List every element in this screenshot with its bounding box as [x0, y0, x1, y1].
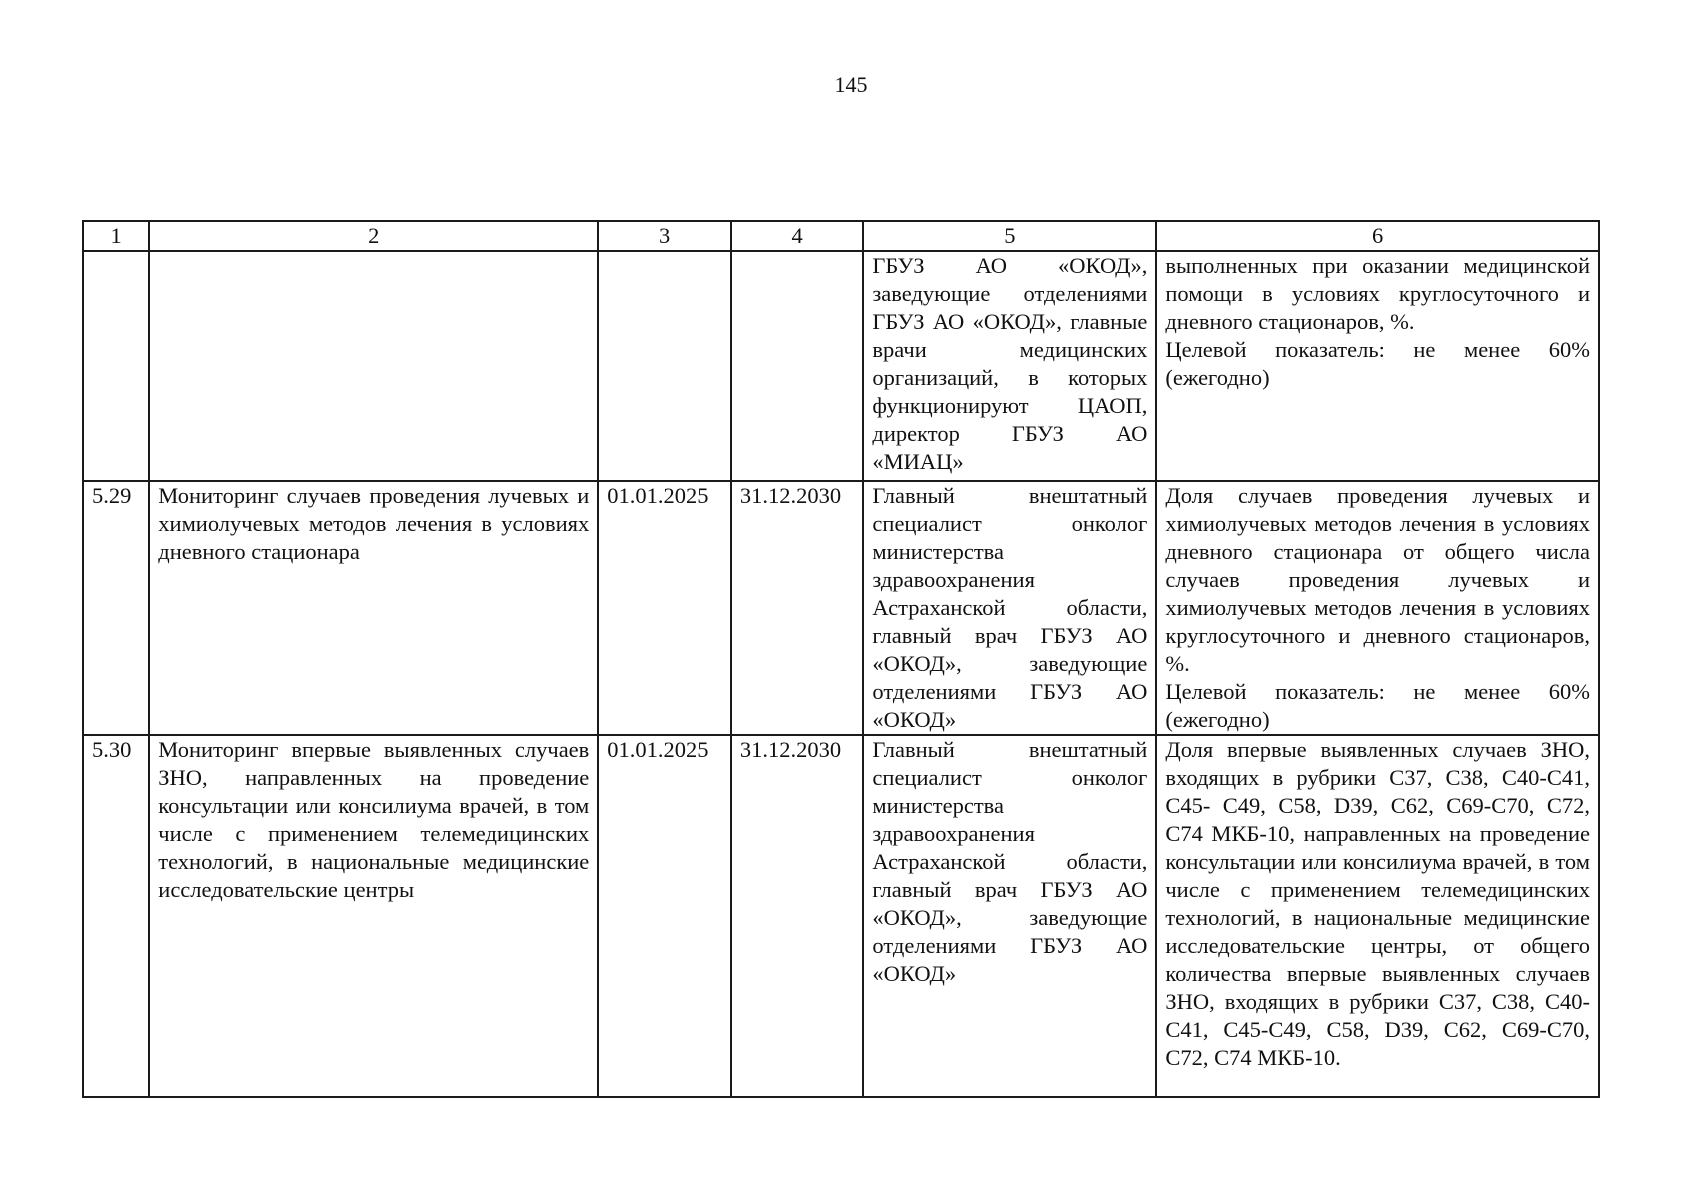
indicator-text: Доля случаев проведения лучевых и химиолучевых методов лечения в условиях дневного стационара от общего числа случаев проведения лучевых и химиолучевых методов лечения в условиях круглосуточного и дневного стационаров, %. [1165, 483, 1590, 676]
column-header: 4 [731, 221, 864, 251]
end-date-cell: 31.12.2030 [731, 481, 864, 735]
table-header-row [83, 221, 1599, 251]
column-header: 5 [863, 221, 1156, 251]
event-cell: Мониторинг впервые выявленных случаев ЗНО, направленных на проведение консультации или консилиума врачей, в том числе с применением телемедицинских технологий, в национальные медицинские исследовательские центры [149, 735, 598, 1097]
measures-table [82, 220, 1600, 1098]
page-number: 145 [834, 72, 868, 97]
target-text: Целевой показатель: не менее 60% (ежегодно) [1165, 679, 1590, 732]
responsible-cell: ГБУЗ АО «ОКОД», заведующие отделениями ГБУЗ АО «ОКОД», главные врачи медицинских организаций, в которых функционируют ЦАОП, директор ГБУЗ АО «МИАЦ» [863, 251, 1156, 481]
start-date-cell [598, 251, 731, 481]
column-header: 6 [1156, 221, 1599, 251]
target-text: Целевой показатель: не менее 60% (ежегодно) [1165, 337, 1590, 390]
start-date-cell: 01.01.2025 [598, 735, 731, 1097]
indicator-cell [1156, 735, 1599, 1097]
responsible-cell: Главный внештатный специалист онколог министерства здравоохранения Астраханской области, главный врач ГБУЗ АО «ОКОД», заведующие отделениями ГБУЗ АО «ОКОД» [863, 735, 1156, 1097]
indicator-cell [1156, 251, 1599, 481]
indicator-text: выполненных при оказании медицинской помощи в условиях круглосуточного и дневного стационаров, %. [1165, 253, 1590, 334]
indicator-cell [1156, 481, 1599, 735]
end-date-cell: 31.12.2030 [731, 735, 864, 1097]
table-row [83, 251, 1599, 481]
start-date-cell: 01.01.2025 [598, 481, 731, 735]
event-cell [149, 251, 598, 481]
row-number-cell [83, 251, 149, 481]
table-row [83, 481, 1599, 735]
column-header: 2 [149, 221, 598, 251]
responsible-cell: Главный внештатный специалист онколог министерства здравоохранения Астраханской области, главный врач ГБУЗ АО «ОКОД», заведующие отделениями ГБУЗ АО «ОКОД» [863, 481, 1156, 735]
end-date-cell [731, 251, 864, 481]
column-header: 1 [83, 221, 149, 251]
column-header: 3 [598, 221, 731, 251]
table-row [83, 735, 1599, 1097]
row-number-cell: 5.29 [83, 481, 149, 735]
row-number-cell: 5.30 [83, 735, 149, 1097]
event-cell: Мониторинг случаев проведения лучевых и химиолучевых методов лечения в условиях дневного стационара [149, 481, 598, 735]
indicator-text: Доля впервые выявленных случаев ЗНО, входящих в рубрики C37, C38, C40-C41, C45- C49, C58, D39, C62, C69-C70, C72, C74 МКБ-10, направленных на проведение консультации или консилиума врачей, в том числе с применением телемедицинских технологий, в национальные медицинские исследовательские центры, от общего количества впервые выявленных случаев ЗНО, входящих в рубрики C37, C38, C40-C41, C45-C49, C58, D39, C62, C69-C70, C72, C74 МКБ-10. [1165, 737, 1590, 1070]
